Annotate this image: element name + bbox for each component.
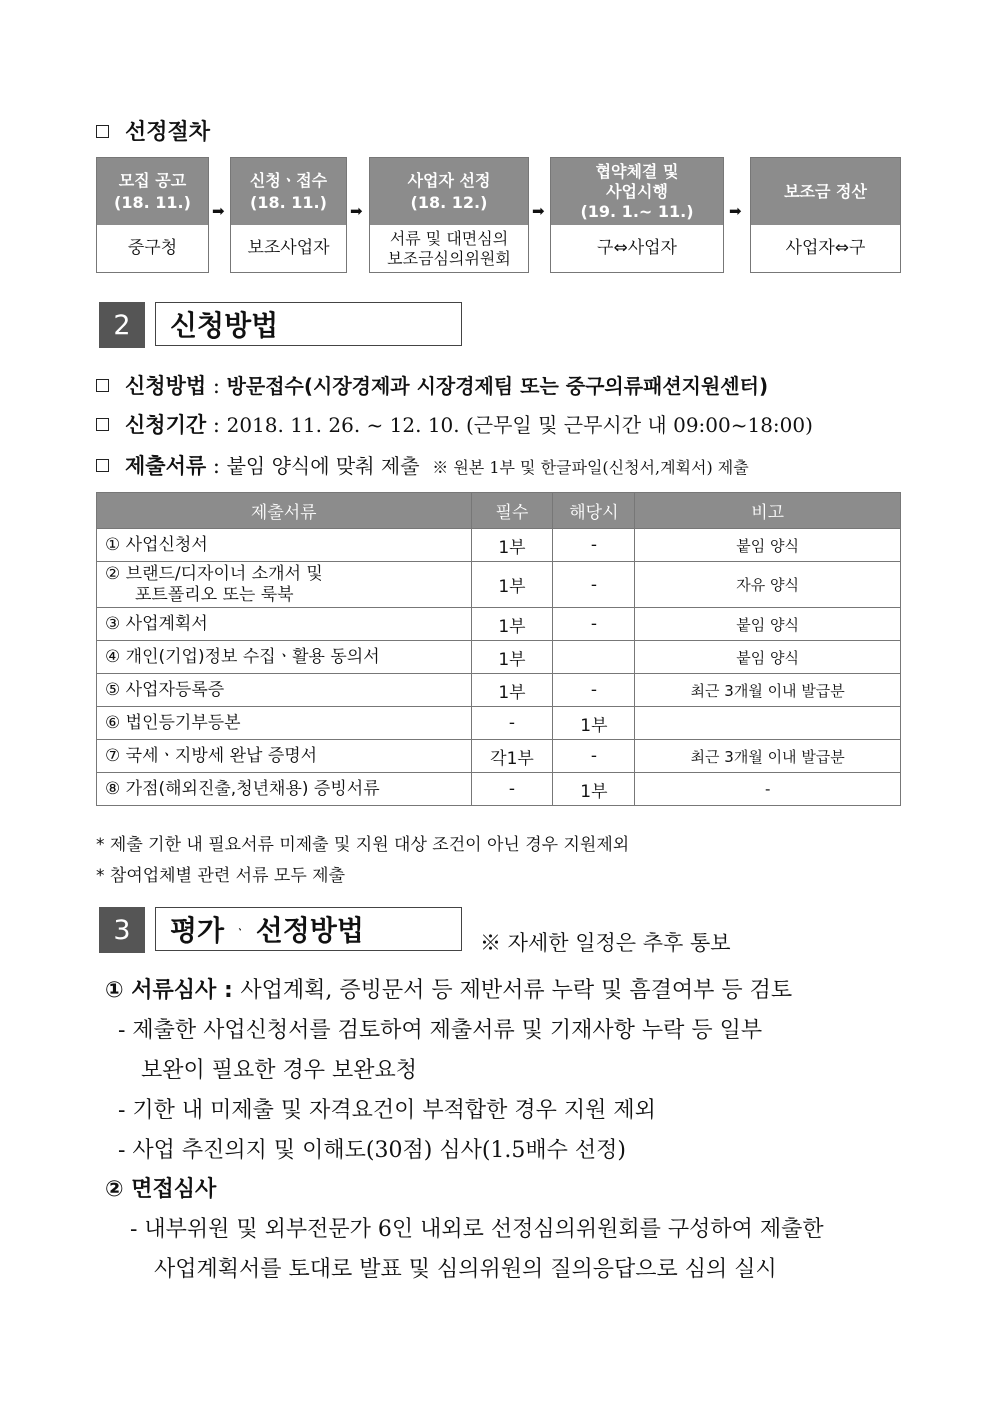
flow-step-date: (18. 11.) (250, 192, 327, 212)
column-header: 제출서류 (97, 493, 472, 529)
flow-step-2 (230, 157, 347, 273)
schedule-notice: ※ 자세한 일정은 추후 통보 (480, 931, 731, 955)
footnote: * 제출 기한 내 필요서류 미제출 및 지원 대상 조건이 아닌 경우 지원제외 (96, 835, 630, 855)
interview-detail: - 내부위원 및 외부전문가 6인 내외로 선정심의위원회를 구성하여 제출한 (130, 1217, 824, 1242)
flow-step-date: (18. 12.) (410, 192, 488, 212)
flow-step-owner: 중구청 (127, 238, 178, 258)
flow-step-date: (19. 1.~ 11.) (580, 201, 694, 221)
flow-step-owner: 서류 및 대면심의 (389, 228, 509, 248)
section-number: 2 (99, 302, 145, 348)
flow-step-4 (550, 157, 724, 273)
table-row: ⑤ 사업자등록증 1부 - 최근 3개월 이내 발급분 (97, 674, 901, 707)
arrow-right-icon: ➡ (532, 202, 545, 220)
interview-detail: 사업계획서를 토대로 발표 및 심의위원의 질의응답으로 심의 실시 (154, 1257, 777, 1282)
checkbox-bullet-icon (96, 418, 109, 431)
flow-step-date: (18. 11.) (114, 192, 191, 212)
table-row: ⑧ 가점(해외진출,청년채용) 증빙서류 - 1부 - (97, 773, 901, 806)
checkbox-bullet-icon (96, 459, 109, 472)
flow-step-title: 신청ㆍ접수 (249, 170, 328, 190)
review-detail: - 사업 추진의지 및 이해도(30점) 심사(1.5배수 선정) (118, 1138, 626, 1163)
flow-step-1 (96, 157, 209, 273)
flow-step-title: 사업시행 (606, 181, 668, 201)
arrow-right-icon: ➡ (350, 202, 363, 220)
table-row: ① 사업신청서 1부 - 붙임 양식 (97, 529, 901, 562)
section-title: 평가 ㆍ 선정방법 (155, 907, 462, 951)
table-row: ③ 사업계획서 1부 - 붙임 양식 (97, 608, 901, 641)
documents-table (96, 492, 901, 806)
apply-method-line: 신청방법 : 방문접수(시장경제과 시장경제팀 또는 중구의류패션지원센터) (96, 370, 768, 400)
column-header: 비고 (635, 493, 901, 529)
column-header: 해당시 (553, 493, 635, 529)
flow-step-owner: 사업자⇔구 (785, 238, 866, 258)
arrow-right-icon: ➡ (729, 202, 742, 220)
checkbox-bullet-icon (96, 379, 109, 392)
document-review-line: ① 서류심사 : 사업계획, 증빙문서 등 제반서류 누락 및 흠결여부 등 검토 (105, 978, 793, 1003)
section-title: 신청방법 (155, 302, 462, 346)
table-row: ⑥ 법인등기부등본 - 1부 (97, 707, 901, 740)
interview-review-label: ② 면접심사 (105, 1177, 217, 1202)
checkbox-bullet-icon (96, 125, 109, 138)
flow-step-owner: 구⇔사업자 (597, 238, 677, 258)
flow-step-title: 보조금 정산 (784, 181, 867, 201)
submit-docs-line: 제출서류 : 붙임 양식에 맞춰 제출 ※ 원본 1부 및 한글파일(신청서,계획서) 제출 (96, 450, 749, 480)
review-detail: - 제출한 사업신청서를 검토하여 제출서류 및 기재사항 누락 등 일부 (118, 1018, 763, 1043)
footnote: * 참여업체별 관련 서류 모두 제출 (96, 866, 346, 886)
flow-step-owner: 보조사업자 (247, 238, 330, 258)
flow-step-5 (750, 157, 901, 273)
table-row: ② 브랜드/디자이너 소개서 및 포트폴리오 또는 룩북 1부 - 자유 양식 (97, 562, 901, 608)
flow-step-title: 모집 공고 (118, 170, 187, 190)
flow-step-owner: 보조금심의위원회 (387, 248, 511, 268)
review-detail: 보완이 필요한 경우 보완요청 (141, 1058, 418, 1083)
review-detail: - 기한 내 미제출 및 자격요건이 부적합한 경우 지원 제외 (118, 1098, 656, 1123)
arrow-right-icon: ➡ (212, 202, 225, 220)
flow-step-title: 협약체결 및 (595, 161, 679, 181)
flow-step-3 (369, 157, 529, 273)
flow-step-title: 사업자 선정 (407, 170, 491, 190)
section-number: 3 (99, 907, 145, 953)
table-header-row (97, 493, 901, 529)
procedure-heading: 선정절차 (96, 115, 210, 146)
apply-period-line: 신청기간 : 2018. 11. 26. ~ 12. 10. (근무일 및 근무시간 내 09:00~18:00) (96, 409, 813, 439)
column-header: 필수 (471, 493, 553, 529)
table-row: ⑦ 국세ㆍ지방세 완납 증명서 각1부 - 최근 3개월 이내 발급분 (97, 740, 901, 773)
table-row: ④ 개인(기업)정보 수집ㆍ활용 동의서 1부 붙임 양식 (97, 641, 901, 674)
